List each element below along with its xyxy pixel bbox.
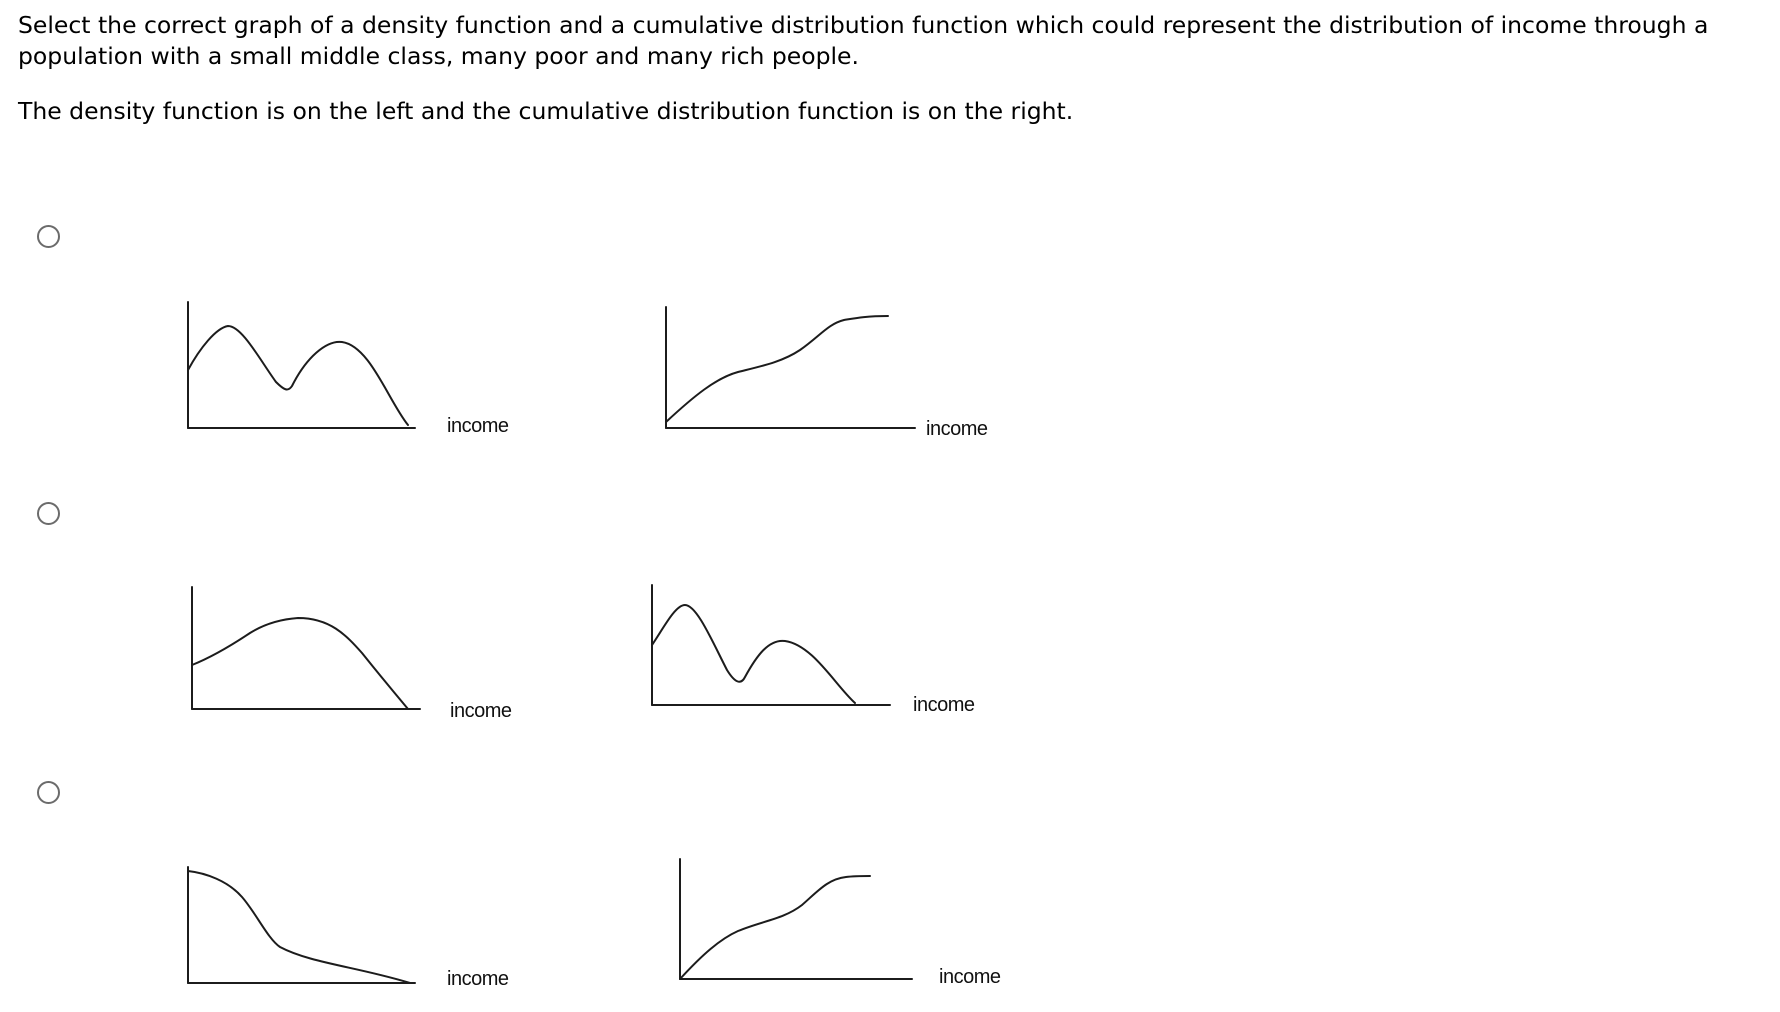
option-1-density-graph	[180, 290, 420, 440]
option-2-density-x-label: income	[450, 700, 512, 722]
option-2-cdf-x-label: income	[913, 694, 975, 716]
option-1-radio[interactable]	[37, 225, 60, 248]
option-1-cdf-graph	[660, 290, 920, 440]
option-1-cdf-curve	[666, 316, 888, 422]
option-2-radio[interactable]	[37, 502, 60, 525]
option-2-density-graph	[180, 575, 420, 725]
option-3-cdf-x-label: income	[939, 966, 1001, 988]
option-3-cdf-curve	[680, 876, 870, 979]
option-1-density-x-label: income	[447, 415, 509, 437]
option-3-radio[interactable]	[37, 781, 60, 804]
option-2-cdf-graph	[645, 575, 895, 725]
option-3-density-graph	[180, 855, 420, 1000]
option-2-cdf-curve	[652, 605, 855, 703]
question-text: Select the correct graph of a density function and a cumulative distribution function which could represent the distribution of income through a population with a small middle class, many poor and many rich people.	[18, 11, 1709, 70]
option-1-density-curve	[188, 326, 408, 425]
option-3-cdf-graph	[672, 855, 932, 1000]
question-instruction: The density function is on the left and the cumulative distribution function is on the right.	[18, 97, 1074, 125]
option-2-density-curve	[192, 618, 408, 709]
option-3-density-curve	[188, 871, 410, 983]
option-1-cdf-x-label: income	[926, 418, 988, 440]
option-3-density-x-label: income	[447, 968, 509, 990]
